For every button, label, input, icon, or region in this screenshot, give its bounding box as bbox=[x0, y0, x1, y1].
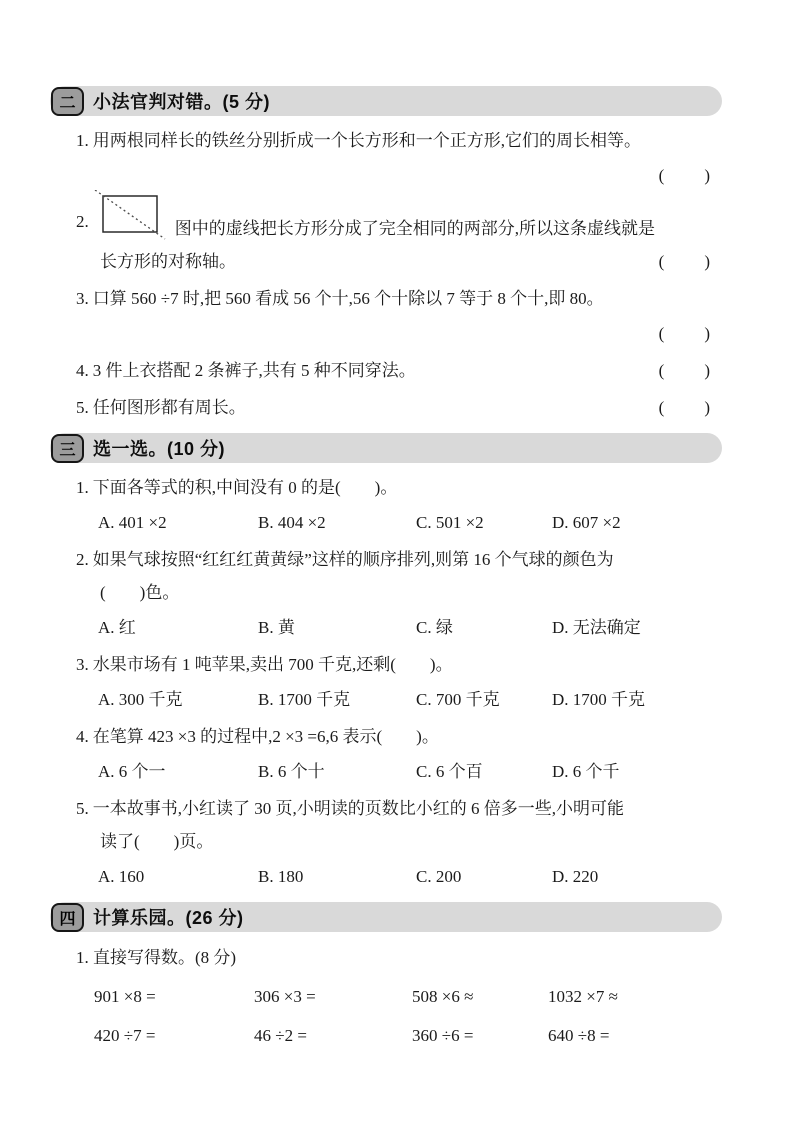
calc-expression: 508 ×6 ≈ bbox=[412, 987, 474, 1006]
item-text: 3 件上衣搭配 2 条裤子,共有 5 种不同穿法。 bbox=[92, 361, 416, 380]
calc-expression: 640 ÷8 = bbox=[548, 1026, 610, 1045]
option-c: C. 501 ×2 bbox=[416, 513, 484, 532]
choose-q2-stem: 2. 如果气球按照“红红红黄黄绿”这样的顺序排列,则第 16 个气球的颜色为 bbox=[50, 548, 740, 572]
judge-item-1-answer-blank: ( ) bbox=[658, 166, 712, 185]
option-a: A. 6 个一 bbox=[98, 762, 166, 781]
question-number: 5. bbox=[76, 799, 89, 818]
choose-q4-stem: 4. 在笔算 423 ×3 的过程中,2 ×3 =6,6 表示( )。 bbox=[50, 725, 740, 749]
choose-q1-options bbox=[50, 511, 740, 535]
section-title-judge: 小法官判对错。(5 分) bbox=[93, 92, 270, 112]
section-badge-4: 四 bbox=[51, 903, 84, 932]
section-header-calc bbox=[50, 902, 722, 932]
section-title-choose: 选一选。(10 分) bbox=[93, 439, 226, 459]
option-a: A. 300 千克 bbox=[98, 690, 183, 709]
item-number: 5. bbox=[76, 398, 89, 417]
option-a: A. 160 bbox=[98, 867, 145, 886]
option-b: B. 1700 千克 bbox=[258, 690, 351, 709]
calc-row-1 bbox=[50, 985, 740, 1009]
calc-expression: 46 ÷2 = bbox=[254, 1026, 307, 1045]
option-b: B. 180 bbox=[258, 867, 304, 886]
calc-expression: 420 ÷7 = bbox=[94, 1026, 156, 1045]
option-b: B. 6 个十 bbox=[258, 762, 325, 781]
judge-item-3-answer-blank: ( ) bbox=[658, 324, 712, 343]
item-text: 任何图形都有周长。 bbox=[92, 398, 246, 417]
option-b: B. 404 ×2 bbox=[258, 513, 326, 532]
option-c: C. 700 千克 bbox=[416, 690, 500, 709]
item-text: 图中的虚线把长方形分成了完全相同的两部分,所以这条虚线就是 bbox=[174, 219, 655, 238]
option-a: A. 401 ×2 bbox=[98, 513, 167, 532]
choose-q2-stem-line2: ( )色。 bbox=[100, 583, 180, 602]
judge-item-4 bbox=[50, 359, 740, 383]
option-d: D. 6 个千 bbox=[552, 762, 620, 781]
calc-subtitle: 1. 直接写得数。(8 分) bbox=[76, 948, 237, 967]
option-d: D. 220 bbox=[552, 867, 599, 886]
calc-row-2 bbox=[50, 1024, 740, 1048]
section-badge-3: 三 bbox=[51, 434, 84, 463]
calc-expression: 1032 ×7 ≈ bbox=[548, 987, 618, 1006]
choose-q5-stem: 5. 一本故事书,小红读了 30 页,小明读的页数比小红的 6 倍多一些,小明可能 bbox=[50, 797, 740, 821]
judge-item-4-answer-blank: ( ) bbox=[658, 361, 712, 380]
rectangle-diagonal-figure bbox=[93, 190, 167, 245]
option-d: D. 1700 千克 bbox=[552, 690, 646, 709]
section-title-calc: 计算乐园。(26 分) bbox=[93, 908, 244, 928]
calc-expression: 306 ×3 = bbox=[254, 987, 316, 1006]
option-c: C. 绿 bbox=[416, 618, 453, 637]
choose-q3-stem: 3. 水果市场有 1 吨苹果,卖出 700 千克,还剩( )。 bbox=[50, 653, 740, 677]
option-b: B. 黄 bbox=[258, 618, 295, 637]
judge-item-3 bbox=[50, 287, 740, 311]
option-a: A. 红 bbox=[98, 618, 136, 637]
item-text: 口算 560 ÷7 时,把 560 看成 56 个十,56 个十除以 7 等于 8 个十,即 80。 bbox=[92, 289, 604, 308]
choose-q2-options bbox=[50, 616, 740, 640]
item-number: 3. bbox=[76, 289, 89, 308]
choose-q4-options bbox=[50, 760, 740, 784]
item-number: 1. bbox=[76, 131, 89, 150]
section-header-judge bbox=[50, 86, 722, 116]
choose-q5-options bbox=[50, 865, 740, 889]
question-number: 3. bbox=[76, 655, 89, 674]
option-d: D. 607 ×2 bbox=[552, 513, 621, 532]
option-c: C. 6 个百 bbox=[416, 762, 483, 781]
section-badge-2: 二 bbox=[51, 87, 84, 116]
item-text: 用两根同样长的铁丝分别折成一个长方形和一个正方形,它们的周长相等。 bbox=[92, 131, 641, 150]
choose-q1-stem: 1. 下面各等式的积,中间没有 0 的是( )。 bbox=[50, 476, 740, 500]
question-number: 1. bbox=[76, 478, 89, 497]
item-number: 2. bbox=[76, 211, 89, 231]
question-number: 4. bbox=[76, 727, 89, 746]
section-header-choose bbox=[50, 433, 722, 463]
judge-item-2 bbox=[50, 190, 740, 241]
judge-item-5 bbox=[50, 396, 740, 420]
option-d: D. 无法确定 bbox=[552, 618, 641, 637]
option-c: C. 200 bbox=[416, 867, 462, 886]
judge-item-5-answer-blank: ( ) bbox=[658, 398, 712, 417]
judge-item-2-answer-blank: ( ) bbox=[658, 252, 712, 271]
item-number: 4. bbox=[76, 361, 89, 380]
calc-expression: 901 ×8 = bbox=[94, 987, 156, 1006]
question-number: 2. bbox=[76, 550, 89, 569]
judge-item-2-line2: 长方形的对称轴。 ( ) bbox=[50, 250, 740, 274]
calc-expression: 360 ÷6 = bbox=[412, 1026, 474, 1045]
judge-item-1 bbox=[50, 129, 740, 153]
choose-q3-options bbox=[50, 688, 740, 712]
choose-q5-stem-line2: 读了( )页。 bbox=[100, 832, 214, 851]
